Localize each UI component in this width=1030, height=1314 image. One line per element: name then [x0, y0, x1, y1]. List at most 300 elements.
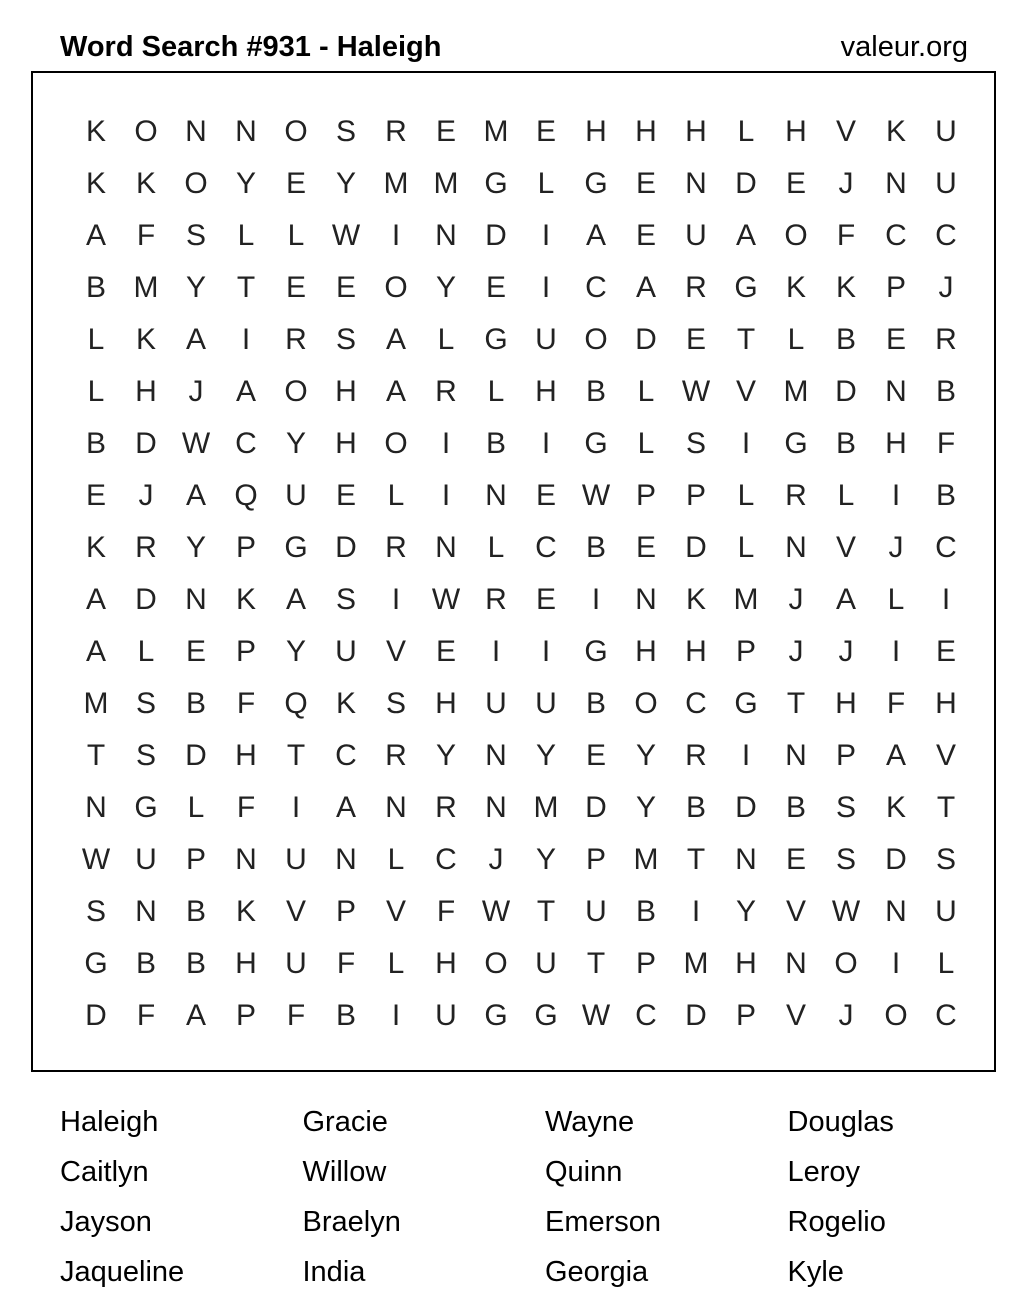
grid-cell: Y — [735, 895, 756, 928]
grid-cell: L — [137, 635, 155, 668]
grid-cell: H — [335, 427, 357, 460]
grid-cell: Q — [284, 687, 308, 720]
grid-cell: Y — [635, 791, 656, 824]
grid-cell: O — [134, 115, 158, 148]
grid-cell: S — [335, 583, 356, 616]
grid-cell: H — [435, 947, 457, 980]
grid-cell: E — [335, 271, 356, 304]
grid-cell: J — [838, 635, 854, 668]
grid-cell: L — [387, 947, 405, 980]
grid-cell: A — [185, 323, 206, 356]
word-list-item: Rogelio — [787, 1206, 886, 1238]
grid-cell: T — [536, 895, 556, 928]
grid-cell: H — [935, 687, 957, 720]
grid-cell: J — [838, 999, 854, 1032]
grid-cell: R — [435, 791, 457, 824]
grid-cell: T — [686, 843, 706, 876]
grid-cell: N — [385, 791, 407, 824]
grid-cell: D — [735, 167, 757, 200]
grid-cell: D — [685, 531, 707, 564]
grid-cell: S — [135, 687, 156, 720]
grid-cell: E — [935, 635, 956, 668]
grid-cell: A — [285, 583, 306, 616]
grid-cell: E — [185, 635, 206, 668]
grid-cell: W — [431, 583, 461, 616]
grid-cell: G — [584, 635, 608, 668]
grid-cell: F — [136, 999, 156, 1032]
grid-cell: O — [884, 999, 908, 1032]
grid-cell: U — [285, 843, 307, 876]
grid-cell: D — [85, 999, 107, 1032]
grid-cell: T — [286, 739, 306, 772]
grid-cell: H — [435, 687, 457, 720]
grid-cell: K — [835, 271, 856, 304]
grid-cell: B — [635, 895, 656, 928]
grid-cell: E — [435, 635, 456, 668]
grid-cell: K — [85, 115, 106, 148]
word-list-item: Douglas — [787, 1106, 894, 1138]
grid-cell: A — [85, 219, 106, 252]
grid-cell: J — [188, 375, 204, 408]
grid-cell: G — [584, 427, 608, 460]
grid-cell: C — [435, 843, 457, 876]
grid-cell: H — [135, 375, 157, 408]
grid-cell: C — [935, 531, 957, 564]
grid-cell: K — [335, 687, 356, 720]
grid-cell: I — [241, 323, 251, 356]
grid-cell: K — [885, 791, 906, 824]
grid-cell: C — [885, 219, 907, 252]
grid-cell: Y — [335, 167, 356, 200]
grid-cell: B — [85, 427, 106, 460]
grid-cell: G — [734, 271, 758, 304]
grid-cell: H — [685, 115, 707, 148]
grid-cell: C — [535, 531, 557, 564]
grid-cell: E — [535, 115, 556, 148]
grid-cell: I — [741, 739, 751, 772]
grid-cell: G — [484, 999, 508, 1032]
grid-cell: D — [485, 219, 507, 252]
grid-cell: D — [185, 739, 207, 772]
grid-cell: E — [285, 271, 306, 304]
grid-cell: I — [441, 479, 451, 512]
grid-cell: V — [385, 635, 406, 668]
grid-cell: J — [788, 635, 804, 668]
word-list-item: Quinn — [545, 1156, 623, 1188]
grid-cell: B — [135, 947, 156, 980]
grid-cell: F — [236, 791, 256, 824]
grid-cell: G — [784, 427, 808, 460]
grid-cell: N — [785, 531, 807, 564]
grid-cell: M — [483, 115, 509, 148]
grid-cell: M — [533, 791, 559, 824]
word-list-item: Caitlyn — [60, 1156, 149, 1188]
grid-cell: R — [685, 739, 707, 772]
grid-cell: U — [335, 635, 357, 668]
grid-cell: E — [635, 531, 656, 564]
grid-cell: S — [85, 895, 106, 928]
grid-cell: B — [185, 947, 206, 980]
grid-cell: T — [236, 271, 256, 304]
grid-cell: Y — [535, 739, 556, 772]
grid-cell: W — [831, 895, 861, 928]
grid-cell: U — [535, 687, 557, 720]
grid-cell: I — [541, 271, 551, 304]
grid-cell: I — [891, 635, 901, 668]
grid-cell: F — [936, 427, 956, 460]
grid-cell: B — [935, 375, 956, 408]
grid-cell: H — [335, 375, 357, 408]
grid-cell: U — [285, 479, 307, 512]
grid-cell: M — [683, 947, 709, 980]
grid-cell: D — [885, 843, 907, 876]
grid-cell: N — [685, 167, 707, 200]
grid-cell: B — [185, 895, 206, 928]
grid-cell: P — [335, 895, 356, 928]
grid-cell: M — [133, 271, 159, 304]
grid-cell: K — [785, 271, 806, 304]
grid-cell: P — [835, 739, 856, 772]
word-list-item: Gracie — [302, 1106, 388, 1138]
grid-cell: P — [635, 947, 656, 980]
grid-cell: D — [585, 791, 607, 824]
grid-cell: P — [735, 999, 756, 1032]
grid-cell: L — [187, 791, 205, 824]
grid-cell: V — [785, 895, 806, 928]
word-list-item: India — [302, 1256, 366, 1288]
grid-cell: Y — [285, 427, 306, 460]
grid-cell: N — [335, 843, 357, 876]
grid-cell: Y — [535, 843, 556, 876]
grid-cell: N — [235, 115, 257, 148]
grid-cell: M — [733, 583, 759, 616]
grid-cell: D — [135, 427, 157, 460]
grid-cell: B — [585, 375, 606, 408]
word-list-item: Willow — [302, 1156, 387, 1188]
grid-cell: K — [85, 531, 106, 564]
grid-cell: S — [835, 791, 856, 824]
grid-cell: S — [135, 739, 156, 772]
grid-cell: I — [741, 427, 751, 460]
grid-cell: S — [935, 843, 956, 876]
grid-cell: I — [291, 791, 301, 824]
grid-cell: G — [534, 999, 558, 1032]
grid-cell: L — [287, 219, 305, 252]
word-list-item: Haleigh — [60, 1106, 159, 1138]
grid-cell: L — [237, 219, 255, 252]
word-list — [60, 1097, 1030, 1297]
grid-cell: U — [935, 115, 957, 148]
grid-cell: K — [235, 895, 256, 928]
grid-cell: J — [888, 531, 904, 564]
grid-cell: L — [737, 531, 755, 564]
grid-cell: I — [891, 479, 901, 512]
grid-cell: D — [685, 999, 707, 1032]
grid-cell: A — [885, 739, 906, 772]
grid-cell: N — [885, 895, 907, 928]
grid-cell: J — [488, 843, 504, 876]
grid-cell: L — [637, 427, 655, 460]
grid-cell: P — [235, 531, 256, 564]
grid-cell: R — [385, 739, 407, 772]
grid-cell: R — [385, 115, 407, 148]
grid-cell: C — [235, 427, 257, 460]
grid-cell: H — [685, 635, 707, 668]
grid-cell: O — [584, 323, 608, 356]
grid-cell: R — [285, 323, 307, 356]
grid-cell: G — [584, 167, 608, 200]
grid-cell: O — [284, 115, 308, 148]
grid-cell: A — [235, 375, 256, 408]
grid-cell: I — [941, 583, 951, 616]
grid-cell: L — [887, 583, 905, 616]
grid-cell: N — [635, 583, 657, 616]
grid-cell: O — [384, 427, 408, 460]
grid-cell: P — [585, 843, 606, 876]
grid-cell: O — [834, 947, 858, 980]
grid-cell: I — [591, 583, 601, 616]
grid-cell: F — [836, 219, 856, 252]
grid-cell: A — [635, 271, 656, 304]
grid-cell: F — [136, 219, 156, 252]
grid-cell: P — [735, 635, 756, 668]
grid-cell: R — [935, 323, 957, 356]
grid-cell: F — [436, 895, 456, 928]
grid-cell: B — [685, 791, 706, 824]
grid-cell: D — [635, 323, 657, 356]
grid-cell: K — [235, 583, 256, 616]
grid-cell: H — [535, 375, 557, 408]
grid-cell: B — [835, 427, 856, 460]
grid-cell: L — [87, 375, 105, 408]
grid-cell: R — [685, 271, 707, 304]
grid-cell: W — [331, 219, 361, 252]
grid-cell: O — [634, 687, 658, 720]
site-name: valeur.org — [840, 31, 968, 63]
grid-cell: I — [541, 635, 551, 668]
grid-cell: W — [481, 895, 511, 928]
grid-cell: P — [235, 999, 256, 1032]
grid-cell: S — [335, 115, 356, 148]
grid-cell: V — [935, 739, 956, 772]
grid-cell: I — [391, 999, 401, 1032]
grid-cell: M — [433, 167, 459, 200]
grid-cell: T — [786, 687, 806, 720]
grid-cell: S — [835, 843, 856, 876]
grid-cell: M — [383, 167, 409, 200]
grid-cell: U — [535, 947, 557, 980]
grid-cell: P — [235, 635, 256, 668]
grid-cell: L — [487, 531, 505, 564]
grid-cell: V — [385, 895, 406, 928]
grid-cell: L — [537, 167, 555, 200]
grid-cell: M — [783, 375, 809, 408]
grid-cell: A — [385, 323, 406, 356]
grid-cell: C — [935, 999, 957, 1032]
grid-cell: Y — [635, 739, 656, 772]
grid-cell: G — [484, 323, 508, 356]
grid-cell: B — [485, 427, 506, 460]
grid-cell: I — [541, 219, 551, 252]
grid-cell: U — [285, 947, 307, 980]
grid-cell: H — [785, 115, 807, 148]
letter-grid — [71, 106, 971, 1042]
grid-cell: F — [886, 687, 906, 720]
grid-cell: T — [936, 791, 956, 824]
grid-cell: H — [885, 427, 907, 460]
grid-cell: R — [435, 375, 457, 408]
grid-cell: G — [84, 947, 108, 980]
page-title: Word Search #931 - Haleigh — [60, 31, 442, 63]
grid-cell: O — [284, 375, 308, 408]
grid-cell: B — [335, 999, 356, 1032]
word-list-item: Jaqueline — [60, 1256, 185, 1288]
grid-cell: L — [837, 479, 855, 512]
grid-cell: H — [235, 947, 257, 980]
grid-cell: R — [135, 531, 157, 564]
grid-cell: K — [85, 167, 106, 200]
grid-cell: I — [391, 583, 401, 616]
grid-cell: Y — [435, 271, 456, 304]
grid-cell: H — [635, 115, 657, 148]
grid-cell: S — [335, 323, 356, 356]
grid-cell: J — [938, 271, 954, 304]
grid-cell: E — [785, 843, 806, 876]
grid-cell: E — [635, 219, 656, 252]
grid-cell: U — [935, 167, 957, 200]
grid-cell: U — [485, 687, 507, 720]
word-list-item: Georgia — [545, 1256, 649, 1288]
grid-cell: D — [335, 531, 357, 564]
grid-cell: H — [585, 115, 607, 148]
grid-cell: W — [581, 999, 611, 1032]
grid-cell: S — [185, 219, 206, 252]
grid-cell: T — [86, 739, 106, 772]
grid-cell: V — [835, 115, 856, 148]
grid-cell: Q — [234, 479, 258, 512]
grid-cell: N — [885, 375, 907, 408]
grid-cell: O — [184, 167, 208, 200]
grid-cell: P — [635, 479, 656, 512]
grid-cell: W — [681, 375, 711, 408]
grid-cell: K — [135, 323, 156, 356]
grid-cell: C — [935, 219, 957, 252]
grid-cell: E — [635, 167, 656, 200]
grid-cell: O — [784, 219, 808, 252]
grid-cell: M — [633, 843, 659, 876]
grid-cell: N — [885, 167, 907, 200]
grid-cell: B — [785, 791, 806, 824]
grid-cell: E — [435, 115, 456, 148]
word-list-item: Leroy — [787, 1156, 861, 1188]
grid-cell: S — [385, 687, 406, 720]
grid-cell: E — [885, 323, 906, 356]
grid-cell: I — [441, 427, 451, 460]
grid-cell: E — [85, 479, 106, 512]
grid-cell: S — [685, 427, 706, 460]
grid-cell: U — [935, 895, 957, 928]
grid-cell: W — [181, 427, 211, 460]
grid-cell: G — [284, 531, 308, 564]
grid-cell: E — [535, 479, 556, 512]
grid-cell: G — [484, 167, 508, 200]
puzzle-box — [31, 71, 996, 1072]
grid-cell: N — [785, 739, 807, 772]
word-list-item: Kyle — [787, 1256, 844, 1288]
grid-cell: L — [87, 323, 105, 356]
grid-cell: N — [235, 843, 257, 876]
grid-cell: A — [85, 583, 106, 616]
grid-cell: E — [335, 479, 356, 512]
grid-cell: A — [835, 583, 856, 616]
grid-cell: L — [387, 843, 405, 876]
word-list-item: Jayson — [60, 1206, 152, 1238]
grid-cell: D — [135, 583, 157, 616]
grid-cell: U — [535, 323, 557, 356]
grid-cell: I — [491, 635, 501, 668]
grid-cell: B — [935, 479, 956, 512]
grid-cell: G — [734, 687, 758, 720]
grid-cell: A — [385, 375, 406, 408]
grid-cell: K — [135, 167, 156, 200]
grid-cell: R — [485, 583, 507, 616]
grid-cell: A — [585, 219, 606, 252]
grid-cell: M — [83, 687, 109, 720]
grid-cell: B — [585, 531, 606, 564]
grid-cell: N — [735, 843, 757, 876]
grid-cell: F — [286, 999, 306, 1032]
grid-cell: U — [135, 843, 157, 876]
grid-cell: R — [385, 531, 407, 564]
grid-cell: E — [535, 583, 556, 616]
word-list-item: Wayne — [545, 1106, 635, 1138]
grid-cell: T — [736, 323, 756, 356]
grid-cell: Y — [235, 167, 256, 200]
grid-cell: N — [135, 895, 157, 928]
grid-cell: J — [788, 583, 804, 616]
grid-cell: N — [435, 219, 457, 252]
grid-cell: U — [685, 219, 707, 252]
grid-cell: L — [787, 323, 805, 356]
grid-cell: L — [487, 375, 505, 408]
grid-cell: V — [735, 375, 756, 408]
grid-cell: P — [885, 271, 906, 304]
grid-cell: R — [785, 479, 807, 512]
grid-cell: I — [691, 895, 701, 928]
grid-cell: H — [835, 687, 857, 720]
grid-cell: J — [838, 167, 854, 200]
grid-cell: I — [391, 219, 401, 252]
grid-cell: I — [541, 427, 551, 460]
grid-cell: Y — [185, 271, 206, 304]
grid-cell: N — [485, 739, 507, 772]
grid-cell: L — [637, 375, 655, 408]
grid-cell: E — [685, 323, 706, 356]
grid-cell: E — [285, 167, 306, 200]
grid-cell: W — [81, 843, 111, 876]
grid-cell: N — [785, 947, 807, 980]
grid-cell: Y — [285, 635, 306, 668]
grid-cell: F — [336, 947, 356, 980]
grid-cell: B — [185, 687, 206, 720]
grid-cell: A — [185, 999, 206, 1032]
grid-cell: L — [737, 115, 755, 148]
grid-cell: A — [735, 219, 756, 252]
grid-cell: I — [891, 947, 901, 980]
grid-cell: N — [485, 791, 507, 824]
grid-cell: H — [235, 739, 257, 772]
grid-cell: C — [585, 271, 607, 304]
